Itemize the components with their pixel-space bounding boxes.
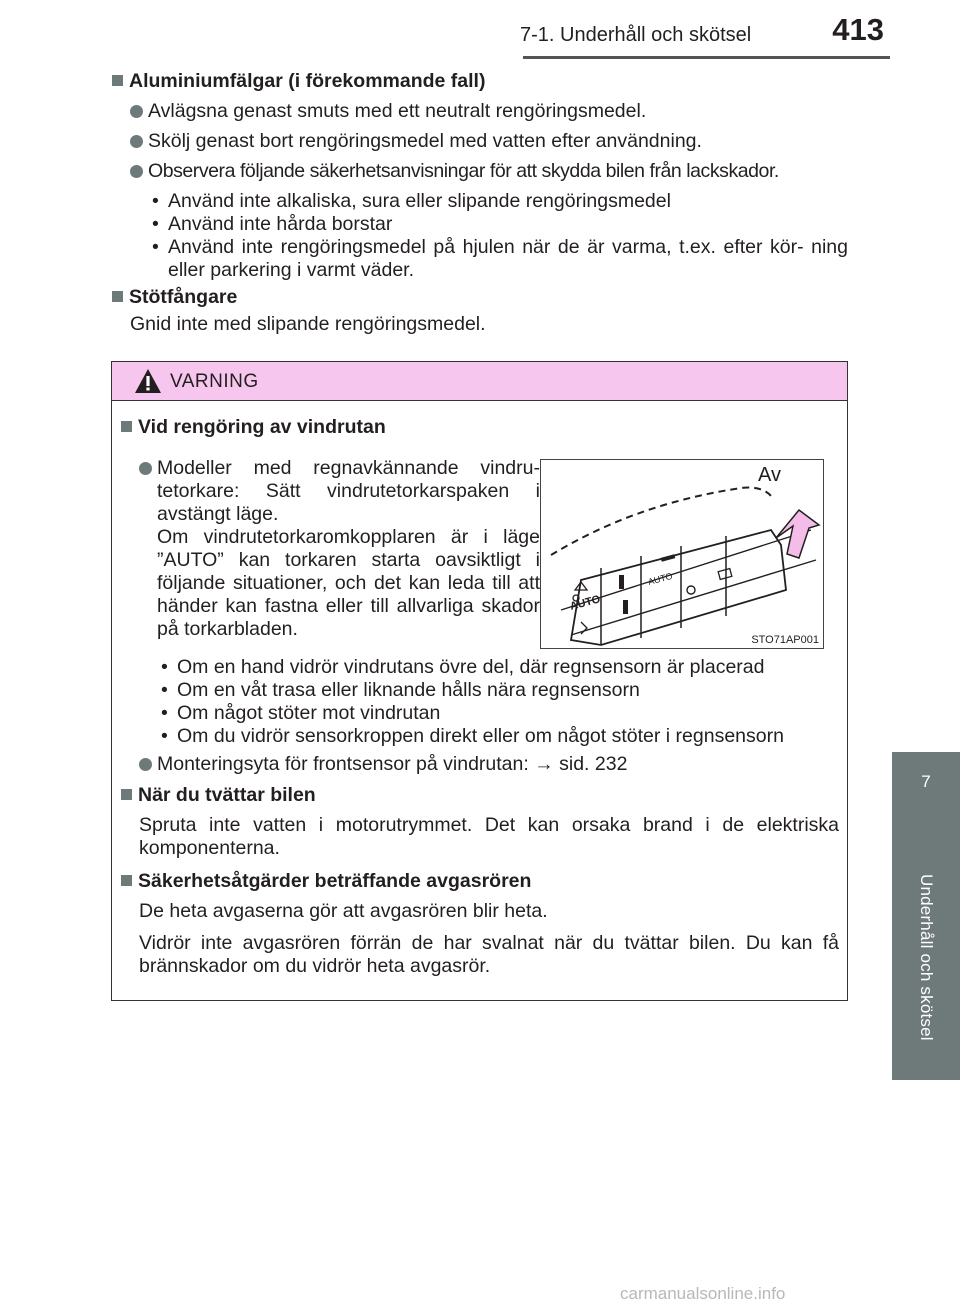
washing-heading: När du tvättar bilen: [121, 784, 839, 807]
chapter-label: Underhåll och skötsel: [917, 873, 936, 1041]
windshield-dot-item: Modeller med regnavkännande vindru- tetorkare: Sätt vindrutetorkarspaken i avstängt läge. Om vindrutetorkaromkopplaren är i läge ”AUTO” kan torkaren starta oavsiktligt i följande situationer, och det kan leda till att händer kan fastna eller till allvarliga skador på torkarbladen.: [139, 457, 540, 641]
dot-marker-icon: [139, 758, 152, 771]
header-section-title: 7-1. Underhåll och skötsel: [520, 24, 752, 46]
dot-marker-icon: [130, 165, 143, 178]
wiper-lever-illustration: [541, 460, 825, 650]
dot-marker-icon: [130, 105, 143, 118]
windshield-dot-item: [139, 753, 839, 776]
bumper-heading: Stötfångare: [112, 286, 848, 309]
chapter-tab[interactable]: [892, 752, 960, 834]
dot-marker-icon: [130, 135, 143, 148]
exhaust-text-2: Vidrör inte avgasrören förrän de har svalnat när du tvättar bilen. Du kan få brännskador om du vidrör heta avgasrör.: [139, 932, 839, 977]
aluminium-dot-item: Avlägsna genast smuts med ett neutralt rengöringsmedel.: [130, 100, 848, 123]
main-content: [112, 70, 848, 336]
aluminium-dot-item: Observera följande säkerhetsanvisningar för att skydda bilen från lackskador.: [130, 160, 848, 183]
header-rule: [523, 56, 890, 59]
figure-off-label: Av: [758, 464, 781, 486]
windshield-dot-continuation: Om vindrutetorkaromkopplaren är i läge ”AUTO” kan torkaren starta oavsiktligt i följande situationer, och det kan leda till att händer kan fastna eller till allvarliga skador på torkarbladen.: [157, 526, 540, 640]
wiper-lever-figure: [540, 459, 824, 649]
square-marker-icon: [112, 291, 123, 302]
figure-code: STO71AP001: [751, 634, 819, 646]
dot-marker-icon: [139, 462, 152, 475]
aluminium-bullet-item: • Använd inte alkaliska, sura eller slipande rengöringsmedel: [152, 190, 671, 212]
lever-auto-label-2: AUTO: [646, 570, 674, 587]
warning-header: [112, 362, 847, 401]
chapter-number: 7: [921, 772, 931, 791]
chapter-tab-label-area: [892, 834, 960, 1080]
square-marker-icon: [121, 421, 132, 432]
lever-auto-label: AUTO: [568, 593, 602, 613]
exhaust-heading: Säkerhetsåtgärder beträffande avgasrören: [121, 870, 839, 893]
aluminium-heading: Aluminiumfälgar (i förekommande fall): [112, 70, 848, 93]
windshield-bullet-item: • Om en hand vidrör vindrutans övre del, där regnsensorn är placerad: [161, 656, 765, 678]
square-marker-icon: [121, 875, 132, 886]
warning-triangle-icon: [134, 368, 162, 394]
page-header: [0, 0, 960, 62]
windshield-bullet-item: • Om en våt trasa eller liknande hålls nära regnsensorn: [161, 679, 640, 701]
square-marker-icon: [121, 789, 132, 800]
exhaust-text-1: De heta avgaserna gör att avgasrören blir heta.: [139, 900, 548, 922]
warning-box: [111, 361, 848, 1001]
aluminium-bullet-item: • Använd inte hårda borstar: [152, 213, 393, 235]
aluminium-bullet-item: • Använd inte rengöringsmedel på hjulen när de är varma, t.ex. efter kör- ning eller parkering i varmt väder.: [152, 236, 848, 281]
washing-text: Spruta inte vatten i motorutrymmet. Det kan orsaka brand i de elektriska komponenterna.: [139, 814, 839, 859]
bumper-text: Gnid inte med slipande rengöringsmedel.: [130, 313, 486, 335]
aluminium-dot-item: Skölj genast bort rengöringsmedel med vatten efter användning.: [130, 130, 848, 153]
windshield-bullet-item: • Om något stöter mot vindrutan: [161, 702, 441, 724]
watermark: carmanualsonline.info: [620, 1284, 786, 1303]
warning-title: VARNING: [170, 371, 259, 392]
page-reference-link[interactable]: Monteringsyta för frontsensor på vindrutan: → sid. 232: [157, 753, 628, 775]
page-number: 413: [832, 12, 884, 47]
windshield-heading: Vid rengöring av vindrutan: [121, 416, 839, 439]
windshield-bullet-item: • Om du vidrör sensorkroppen direkt eller om något stöter i regnsensorn: [161, 725, 784, 747]
square-marker-icon: [112, 75, 123, 86]
